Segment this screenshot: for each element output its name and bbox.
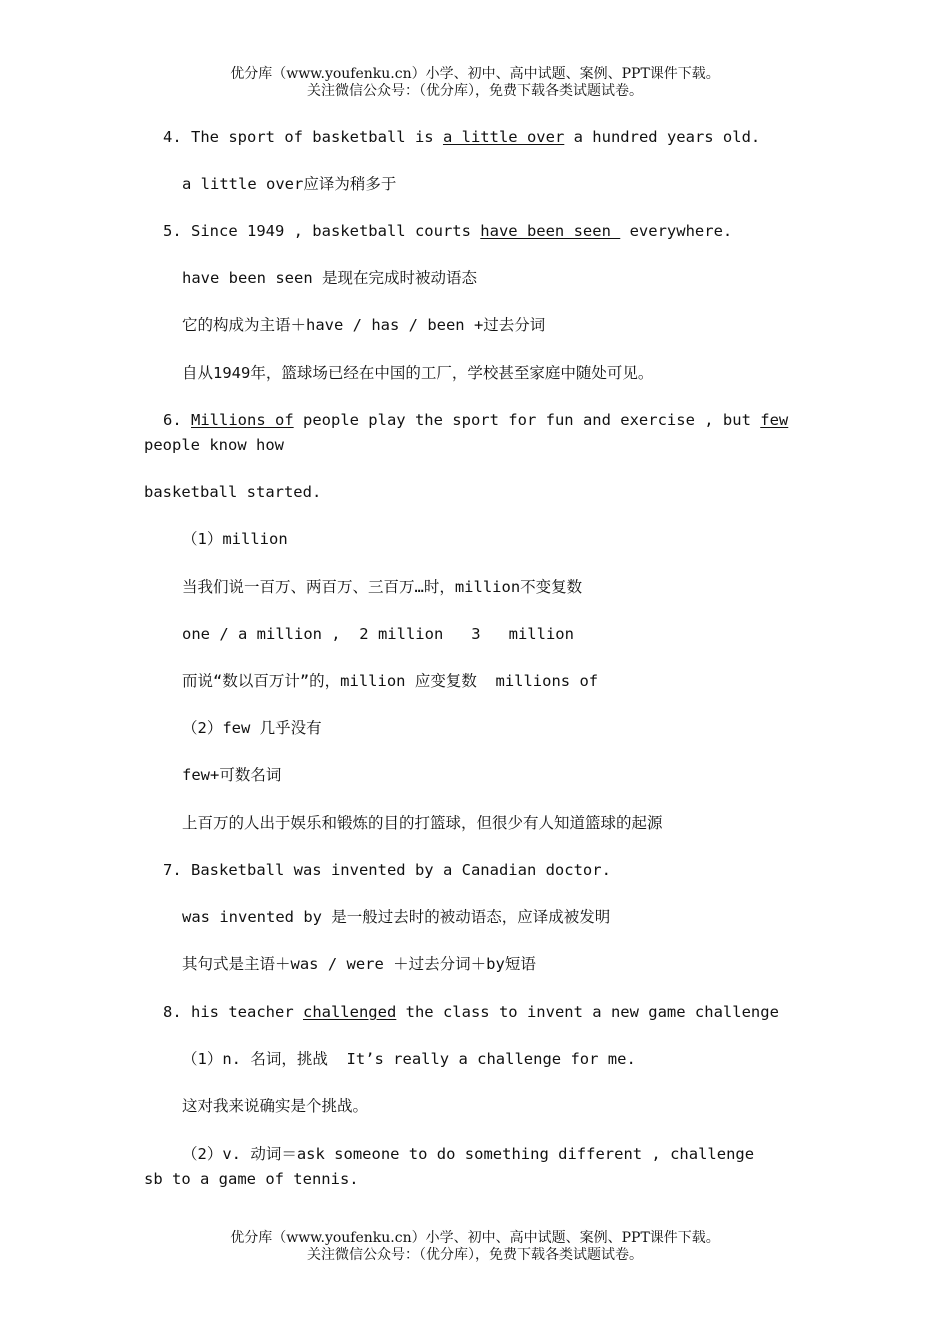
item-8-underlined: challenged [302, 1003, 397, 1021]
note-6d: 而说“数以百万计”的，million 应变复数 millions of [182, 672, 599, 690]
note-8a: （1）n. 名词，挑战 It’s really a challenge for me. [182, 1050, 636, 1068]
item-8 [163, 1002, 779, 1022]
note-5a: have been seen 是现在完成时被动语态 [182, 269, 477, 287]
page-footer [0, 1230, 950, 1264]
item-5-text-end: everywhere. [620, 222, 733, 240]
item-4-text-end: a hundred years old. [564, 128, 761, 146]
item-7: 7. Basketball was invented by a Canadian doctor. [163, 861, 611, 879]
note-5b: 它的构成为主语＋have / has / been +过去分词 [182, 316, 546, 334]
note-6g: 上百万的人出于娱乐和锻炼的目的打篮球，但很少有人知道篮球的起源 [182, 814, 663, 832]
note-4: a little over应译为稍多于 [182, 175, 397, 193]
note-6e: （2）few 几乎没有 [182, 719, 322, 737]
item-4 [163, 127, 760, 147]
note-8d: sb to a game of tennis. [144, 1170, 359, 1188]
note-7b: 其句式是主语＋was / were ＋过去分词＋by短语 [182, 955, 536, 973]
item-6-number: 6. [163, 411, 191, 429]
item-4-underlined: a little over [442, 128, 565, 146]
header-line-2: 关注微信公众号：（优分库），免费下载各类试题试卷。 [307, 83, 643, 99]
header-line-1: 优分库（www.youfenku.cn）小学、初中、高中试题、案例、PPT课件下载。 [230, 66, 720, 82]
note-8c: （2）v. 动词＝ask someone to do something different , challenge [182, 1145, 755, 1163]
item-6 [163, 410, 788, 430]
item-6-text: people play the sport for fun and exercise , but [293, 411, 761, 429]
note-6b: 当我们说一百万、两百万、三百万…时，million不变复数 [182, 578, 583, 596]
note-5c: 自从1949年，篮球场已经在中国的工厂，学校甚至家庭中随处可见。 [182, 364, 654, 382]
item-8-text: 8. his teacher [163, 1003, 303, 1021]
item-6-line-2: people know how [144, 436, 284, 454]
item-5-underlined: have been seen [480, 222, 621, 240]
item-4-text: 4. The sport of basketball is [163, 128, 443, 146]
note-6a: （1）million [182, 530, 288, 548]
footer-line-2: 关注微信公众号：（优分库），免费下载各类试题试卷。 [307, 1247, 643, 1263]
footer-line-1: 优分库（www.youfenku.cn）小学、初中、高中试题、案例、PPT课件下载。 [230, 1230, 720, 1246]
note-6c: one / a million , 2 million 3 million [182, 625, 574, 643]
item-6-line-3: basketball started. [144, 483, 322, 501]
page-header [0, 66, 950, 100]
item-5 [163, 221, 732, 241]
item-6-underlined-2: few [760, 411, 789, 429]
item-5-text: 5. Since 1949 , basketball courts [163, 222, 481, 240]
item-6-underlined-1: Millions of [191, 411, 294, 429]
note-7a: was invented by 是一般过去时的被动语态，应译成被发明 [182, 908, 611, 926]
note-6f: few+可数名词 [182, 766, 282, 784]
note-8b: 这对我来说确实是个挑战。 [182, 1097, 369, 1115]
item-8-text-end: the class to invent a new game challenge [396, 1003, 779, 1021]
